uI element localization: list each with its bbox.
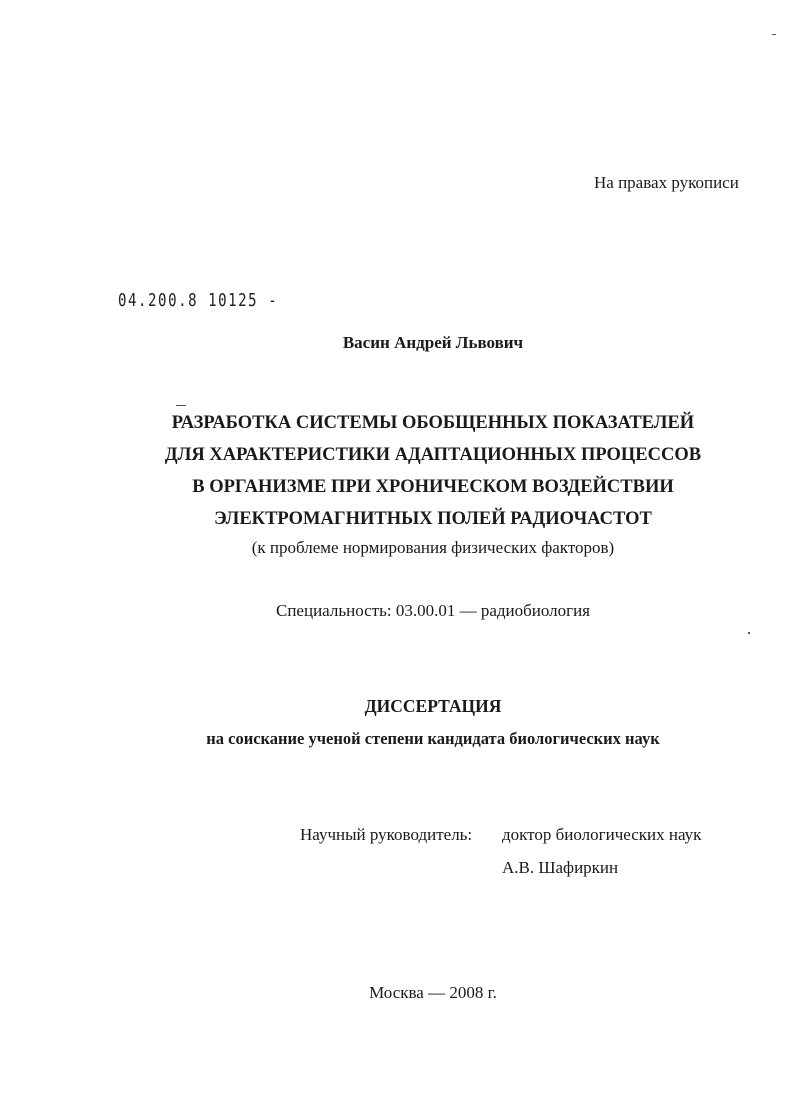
rights-notice: На правах рукописи xyxy=(594,173,739,192)
city-year: Москва — 2008 г. xyxy=(369,983,497,1002)
scan-speck xyxy=(176,405,186,406)
supervisor-degree: доктор биологических наук xyxy=(502,825,702,844)
specialty: Специальность: 03.00.01 — радиобиология xyxy=(275,601,591,620)
author-name: Васин Андрей Львович xyxy=(342,333,524,352)
supervisor-name: А.В. Шафиркин xyxy=(502,858,619,877)
title-line: ЭЛЕКТРОМАГНИТНЫХ ПОЛЕЙ РАДИОЧАСТОТ xyxy=(214,509,652,529)
scan-speck xyxy=(772,34,776,35)
supervisor-label: Научный руководитель: xyxy=(300,825,473,844)
title-line: РАЗРАБОТКА СИСТЕМЫ ОБОБЩЕННЫХ ПОКАЗАТЕЛЕЙ xyxy=(171,413,695,433)
dissertation-title xyxy=(0,407,796,535)
title-subtitle: (к проблеме нормирования физических факторов) xyxy=(251,538,615,557)
degree-statement: на соискание ученой степени кандидата биологических наук xyxy=(206,729,660,748)
title-line: В ОРГАНИЗМЕ ПРИ ХРОНИЧЕСКОМ ВОЗДЕЙСТВИИ xyxy=(192,477,674,497)
scan-speck xyxy=(748,632,750,634)
document-number-stamp: 04.200.8 10125 - xyxy=(118,290,279,311)
document-type: ДИССЕРТАЦИЯ xyxy=(364,696,502,716)
title-line: ДЛЯ ХАРАКТЕРИСТИКИ АДАПТАЦИОННЫХ ПРОЦЕССОВ xyxy=(164,445,702,465)
